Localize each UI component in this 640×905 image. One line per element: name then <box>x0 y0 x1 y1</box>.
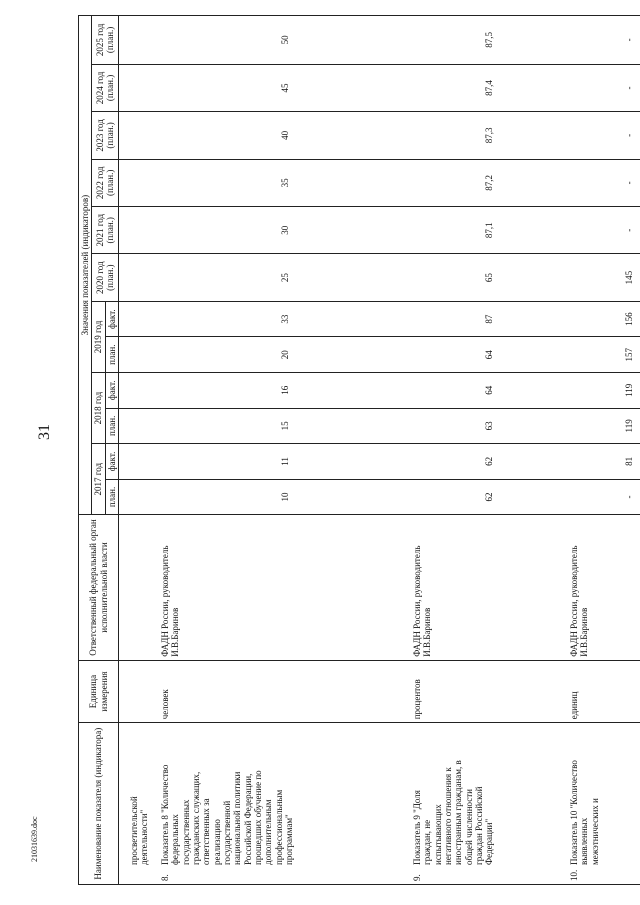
table-row <box>568 16 640 885</box>
table-row <box>411 16 568 885</box>
cell-value: 87,1 <box>411 207 568 254</box>
indicators-table <box>78 15 640 885</box>
cell-authority: ФАДН России, руководитель И.В.Баринов <box>159 515 411 661</box>
cell-value: 16 <box>159 373 411 409</box>
cell-value: 50 <box>159 16 411 65</box>
row-number: 9. <box>412 874 423 881</box>
cell-value: 81 <box>568 444 640 480</box>
cell-unit: единиц <box>568 660 640 723</box>
cell-name <box>119 723 160 885</box>
cell-value: 33 <box>159 301 411 337</box>
cell-value: - <box>568 159 640 206</box>
header-plan: план. <box>105 479 118 515</box>
cell-value: 87,4 <box>411 64 568 111</box>
cell-unit: процентов <box>411 660 568 723</box>
header-fact: факт. <box>105 444 118 480</box>
header-year-2024: 2024 год (план.) <box>92 64 119 111</box>
cell-value: 25 <box>159 254 411 301</box>
cell-value: 87,5 <box>411 16 568 65</box>
cell-value: - <box>568 64 640 111</box>
cell-name <box>568 723 640 885</box>
table-row <box>119 16 160 885</box>
header-year-2017: 2017 год <box>92 444 105 515</box>
cell-value: - <box>568 112 640 159</box>
footer-file-code: 21031639.doc <box>30 816 39 862</box>
cell-name <box>159 723 411 885</box>
cell-authority: ФАДН России, руководитель И.В.Баринов <box>568 515 640 661</box>
cell-value: 20 <box>159 337 411 373</box>
cell-value: - <box>568 207 640 254</box>
header-name: Наименование показателя (индикатора) <box>79 723 119 885</box>
header-authority: Ответственный федеральный орган исполнительной власти <box>79 515 119 661</box>
header-unit: Единица измерения <box>79 660 119 723</box>
cell-value: 11 <box>159 444 411 480</box>
header-year-2022: 2022 год (план.) <box>92 159 119 206</box>
cell-value: 62 <box>411 479 568 515</box>
cell-value: 62 <box>411 444 568 480</box>
cell-value: 65 <box>411 254 568 301</box>
cell-value: 45 <box>159 64 411 111</box>
cell-value: 63 <box>411 408 568 444</box>
header-year-2023: 2023 год (план.) <box>92 112 119 159</box>
header-values-group: Значения показателей (индикаторов) <box>79 16 92 515</box>
header-fact: факт. <box>105 301 118 337</box>
cell-value: 30 <box>159 207 411 254</box>
cell-value: - <box>568 479 640 515</box>
cell-value: 157 <box>568 337 640 373</box>
cell-value: 40 <box>159 112 411 159</box>
table-row <box>159 16 411 885</box>
cell-value: 156 <box>568 301 640 337</box>
cell-value: 64 <box>411 373 568 409</box>
indicator-name: Показатель 9 "Доля граждан, не испытывающих негативного отношения к иностранным гражданам, в общей численности граждан Российской Федерации" <box>412 760 495 865</box>
row-number: 8. <box>160 874 171 881</box>
header-year-2020: 2020 год (план.) <box>92 254 119 301</box>
prev-row-text: просветительской деятельности" <box>128 796 150 865</box>
cell-value: 15 <box>159 408 411 444</box>
cell-name <box>411 723 568 885</box>
row-number: 10. <box>569 869 580 881</box>
indicator-name: Показатель 8 "Количество федеральных государственных гражданских служащих, ответственных за реализацию государственной национальной политики Российской Федерации, прошедших обучение по дополнительным профессиональным программам" <box>160 764 295 865</box>
cell-value: 35 <box>159 159 411 206</box>
header-year-2025: 2025 год (план.) <box>92 16 119 65</box>
cell-value: 119 <box>568 373 640 409</box>
header-year-2019: 2019 год <box>92 301 105 372</box>
cell-value: 10 <box>159 479 411 515</box>
cell-value: 87 <box>411 301 568 337</box>
cell-authority: ФАДН России, руководитель И.В.Баринов <box>411 515 568 661</box>
header-year-2018: 2018 год <box>92 373 105 444</box>
header-plan: план. <box>105 408 118 444</box>
header-fact: факт. <box>105 373 118 409</box>
cell-value: 87,3 <box>411 112 568 159</box>
cell-value: 64 <box>411 337 568 373</box>
cell-value: 119 <box>568 408 640 444</box>
header-year-2021: 2021 год (план.) <box>92 207 119 254</box>
cell-value: 87,2 <box>411 159 568 206</box>
cell-value: 145 <box>568 254 640 301</box>
cell-unit: человек <box>159 660 411 723</box>
page-number: 31 <box>36 424 53 440</box>
indicator-name: Показатель 10 "Количество выявленных межэтнических и <box>569 760 600 865</box>
header-plan: план. <box>105 337 118 373</box>
cell-value: - <box>568 16 640 65</box>
